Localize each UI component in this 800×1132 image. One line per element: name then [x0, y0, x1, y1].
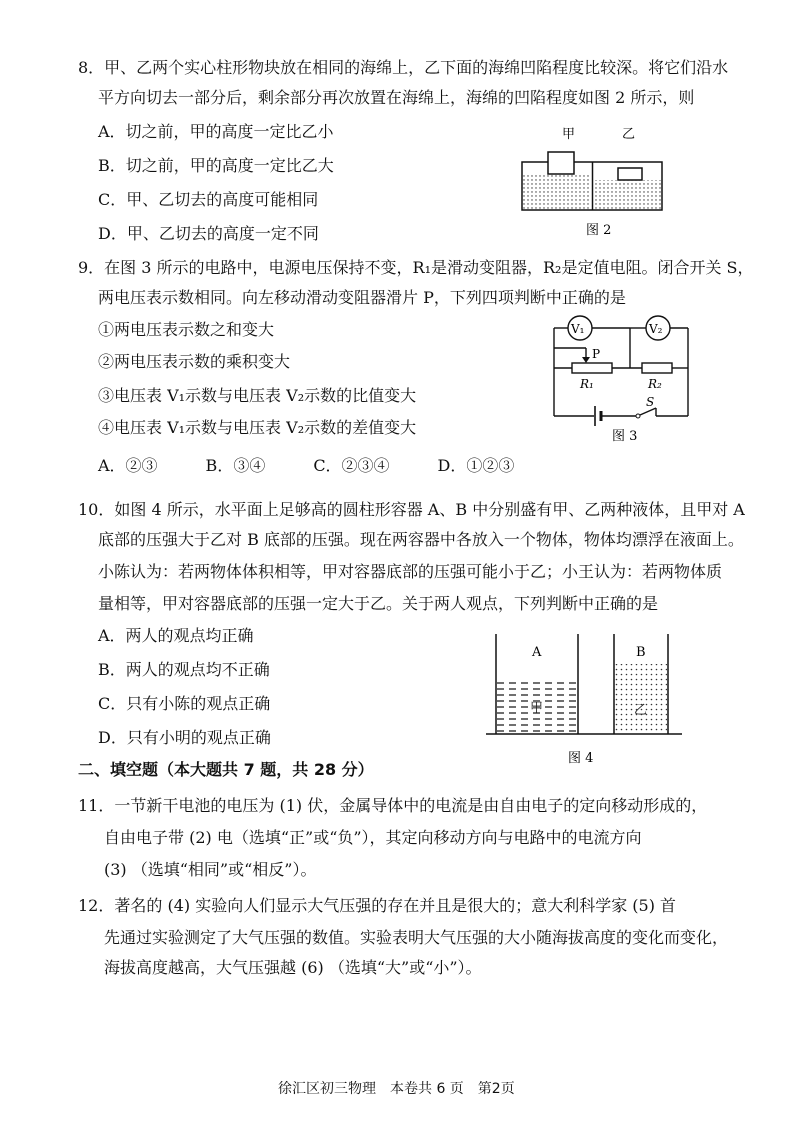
fig2-caption: 图 2 — [586, 223, 612, 238]
q9-item-3: ③电压表 V₁示数与电压表 V₂示数的比值变大 — [98, 386, 417, 405]
fig4-caption: 图 4 — [568, 751, 594, 766]
q8-stem-line2: 平方向切去一部分后，剩余部分再次放置在海绵上，海绵的凹陷程度如图 2 所示，则 — [98, 88, 695, 107]
fig3-slider-label: P — [592, 347, 601, 361]
q8-option-c: C．甲、乙切去的高度可能相同 — [98, 190, 319, 209]
q10-option-c: C．只有小陈的观点正确 — [98, 694, 271, 713]
q10-stem-line4: 量相等，甲对容器底部的压强一定大于乙。关于两人观点，下列判断中正确的是 — [98, 594, 659, 613]
q12-line2: 先通过实验测定了大气压强的数值。实验表明大气压强的大小随海拔高度的变化而变化， — [104, 928, 729, 947]
q11-line3: (3) （选填“相同”或“相反”）。 — [104, 860, 317, 879]
section-2-heading: 二、填空题（本大题共 7 题，共 28 分） — [78, 760, 374, 779]
q8-option-b: B．切之前，甲的高度一定比乙大 — [98, 156, 334, 175]
q10-stem-line3: 小陈认为：若两物体体积相等，甲对容器底部的压强可能小于乙；小王认为：若两物体质 — [98, 562, 723, 581]
figure-2-sponge — [518, 122, 668, 242]
q9-stem-line1: 9．在图 3 所示的电路中，电源电压保持不变，R₁是滑动变阻器，R₂是定值电阻。闭合开关 S， — [78, 258, 754, 277]
fig4-label-jia: 甲 — [530, 701, 544, 716]
q9-item-2: ②两电压表示数的乘积变大 — [98, 352, 291, 371]
q8-option-d: D．甲、乙切去的高度一定不同 — [98, 224, 319, 243]
fig2-block-yi — [618, 168, 642, 180]
fig3-switch-label: S — [646, 395, 655, 409]
fig3-r1-label: R₁ — [580, 377, 594, 391]
fig2-label-jia: 甲 — [562, 127, 576, 142]
q9-item-4: ④电压表 V₁示数与电压表 V₂示数的差值变大 — [98, 418, 417, 437]
q8-stem-line1: 8．甲、乙两个实心柱形物块放在相同的海绵上，乙下面的海绵凹陷程度比较深。将它们沿水 — [78, 58, 729, 77]
page-footer: 徐汇区初三物理 本卷共 6 页 第2页 — [278, 1081, 515, 1097]
q10-option-b: B．两人的观点均不正确 — [98, 660, 270, 679]
fig2-block-jia — [548, 152, 574, 174]
q10-stem-line2: 底部的压强大于乙对 B 底部的压强。现在两容器中各放入一个物体，物体均漂浮在液面上。 — [98, 530, 744, 549]
q11-line1: 11．一节新干电池的电压为 (1) 伏，金属导体中的电流是由自由电子的定向移动形成的， — [78, 796, 708, 815]
fig4-label-yi: 乙 — [634, 703, 648, 718]
q12-line3: 海拔高度越高，大气压强越 (6) （选填“大”或“小”）。 — [104, 958, 482, 977]
q9-stem-line2: 两电压表示数相同。向左移动滑动变阻器滑片 P，下列四项判断中正确的是 — [98, 288, 626, 307]
q9-choices: A．②③ B．③④ C．②③④ D．①②③ — [98, 456, 515, 475]
q12-line1: 12．著名的 (4) 实验向人们显示大气压强的存在并且是很大的；意大利科学家 (5) 首 — [78, 896, 677, 915]
q10-option-a: A．两人的观点均正确 — [98, 626, 254, 645]
fig3-r2 — [642, 363, 672, 373]
q8-option-a: A．切之前，甲的高度一定比乙小 — [98, 122, 334, 141]
q9-item-1: ①两电压表示数之和变大 — [98, 320, 275, 339]
fig3-caption: 图 3 — [612, 429, 638, 444]
fig3-r1 — [572, 363, 612, 373]
fig4-liquid-yi — [615, 664, 667, 733]
q10-stem-line1: 10．如图 4 所示，水平面上足够高的圆柱形容器 A、B 中分别盛有甲、乙两种液体，且甲对 A — [78, 500, 745, 519]
fig3-v1-label: V₁ — [571, 322, 585, 336]
figure-4-containers — [484, 632, 684, 768]
fig3-r2-label: R₂ — [648, 377, 662, 391]
q10-option-d: D．只有小明的观点正确 — [98, 728, 271, 747]
fig4-label-b: B — [636, 645, 646, 660]
fig4-label-a: A — [532, 645, 542, 660]
fig2-label-yi: 乙 — [622, 127, 636, 142]
q11-line2: 自由电子带 (2) 电（选填“正”或“负”），其定向移动方向与电路中的电流方向 — [104, 828, 642, 847]
figure-3-circuit — [548, 312, 696, 444]
fig3-v2-label: V₂ — [649, 322, 663, 336]
